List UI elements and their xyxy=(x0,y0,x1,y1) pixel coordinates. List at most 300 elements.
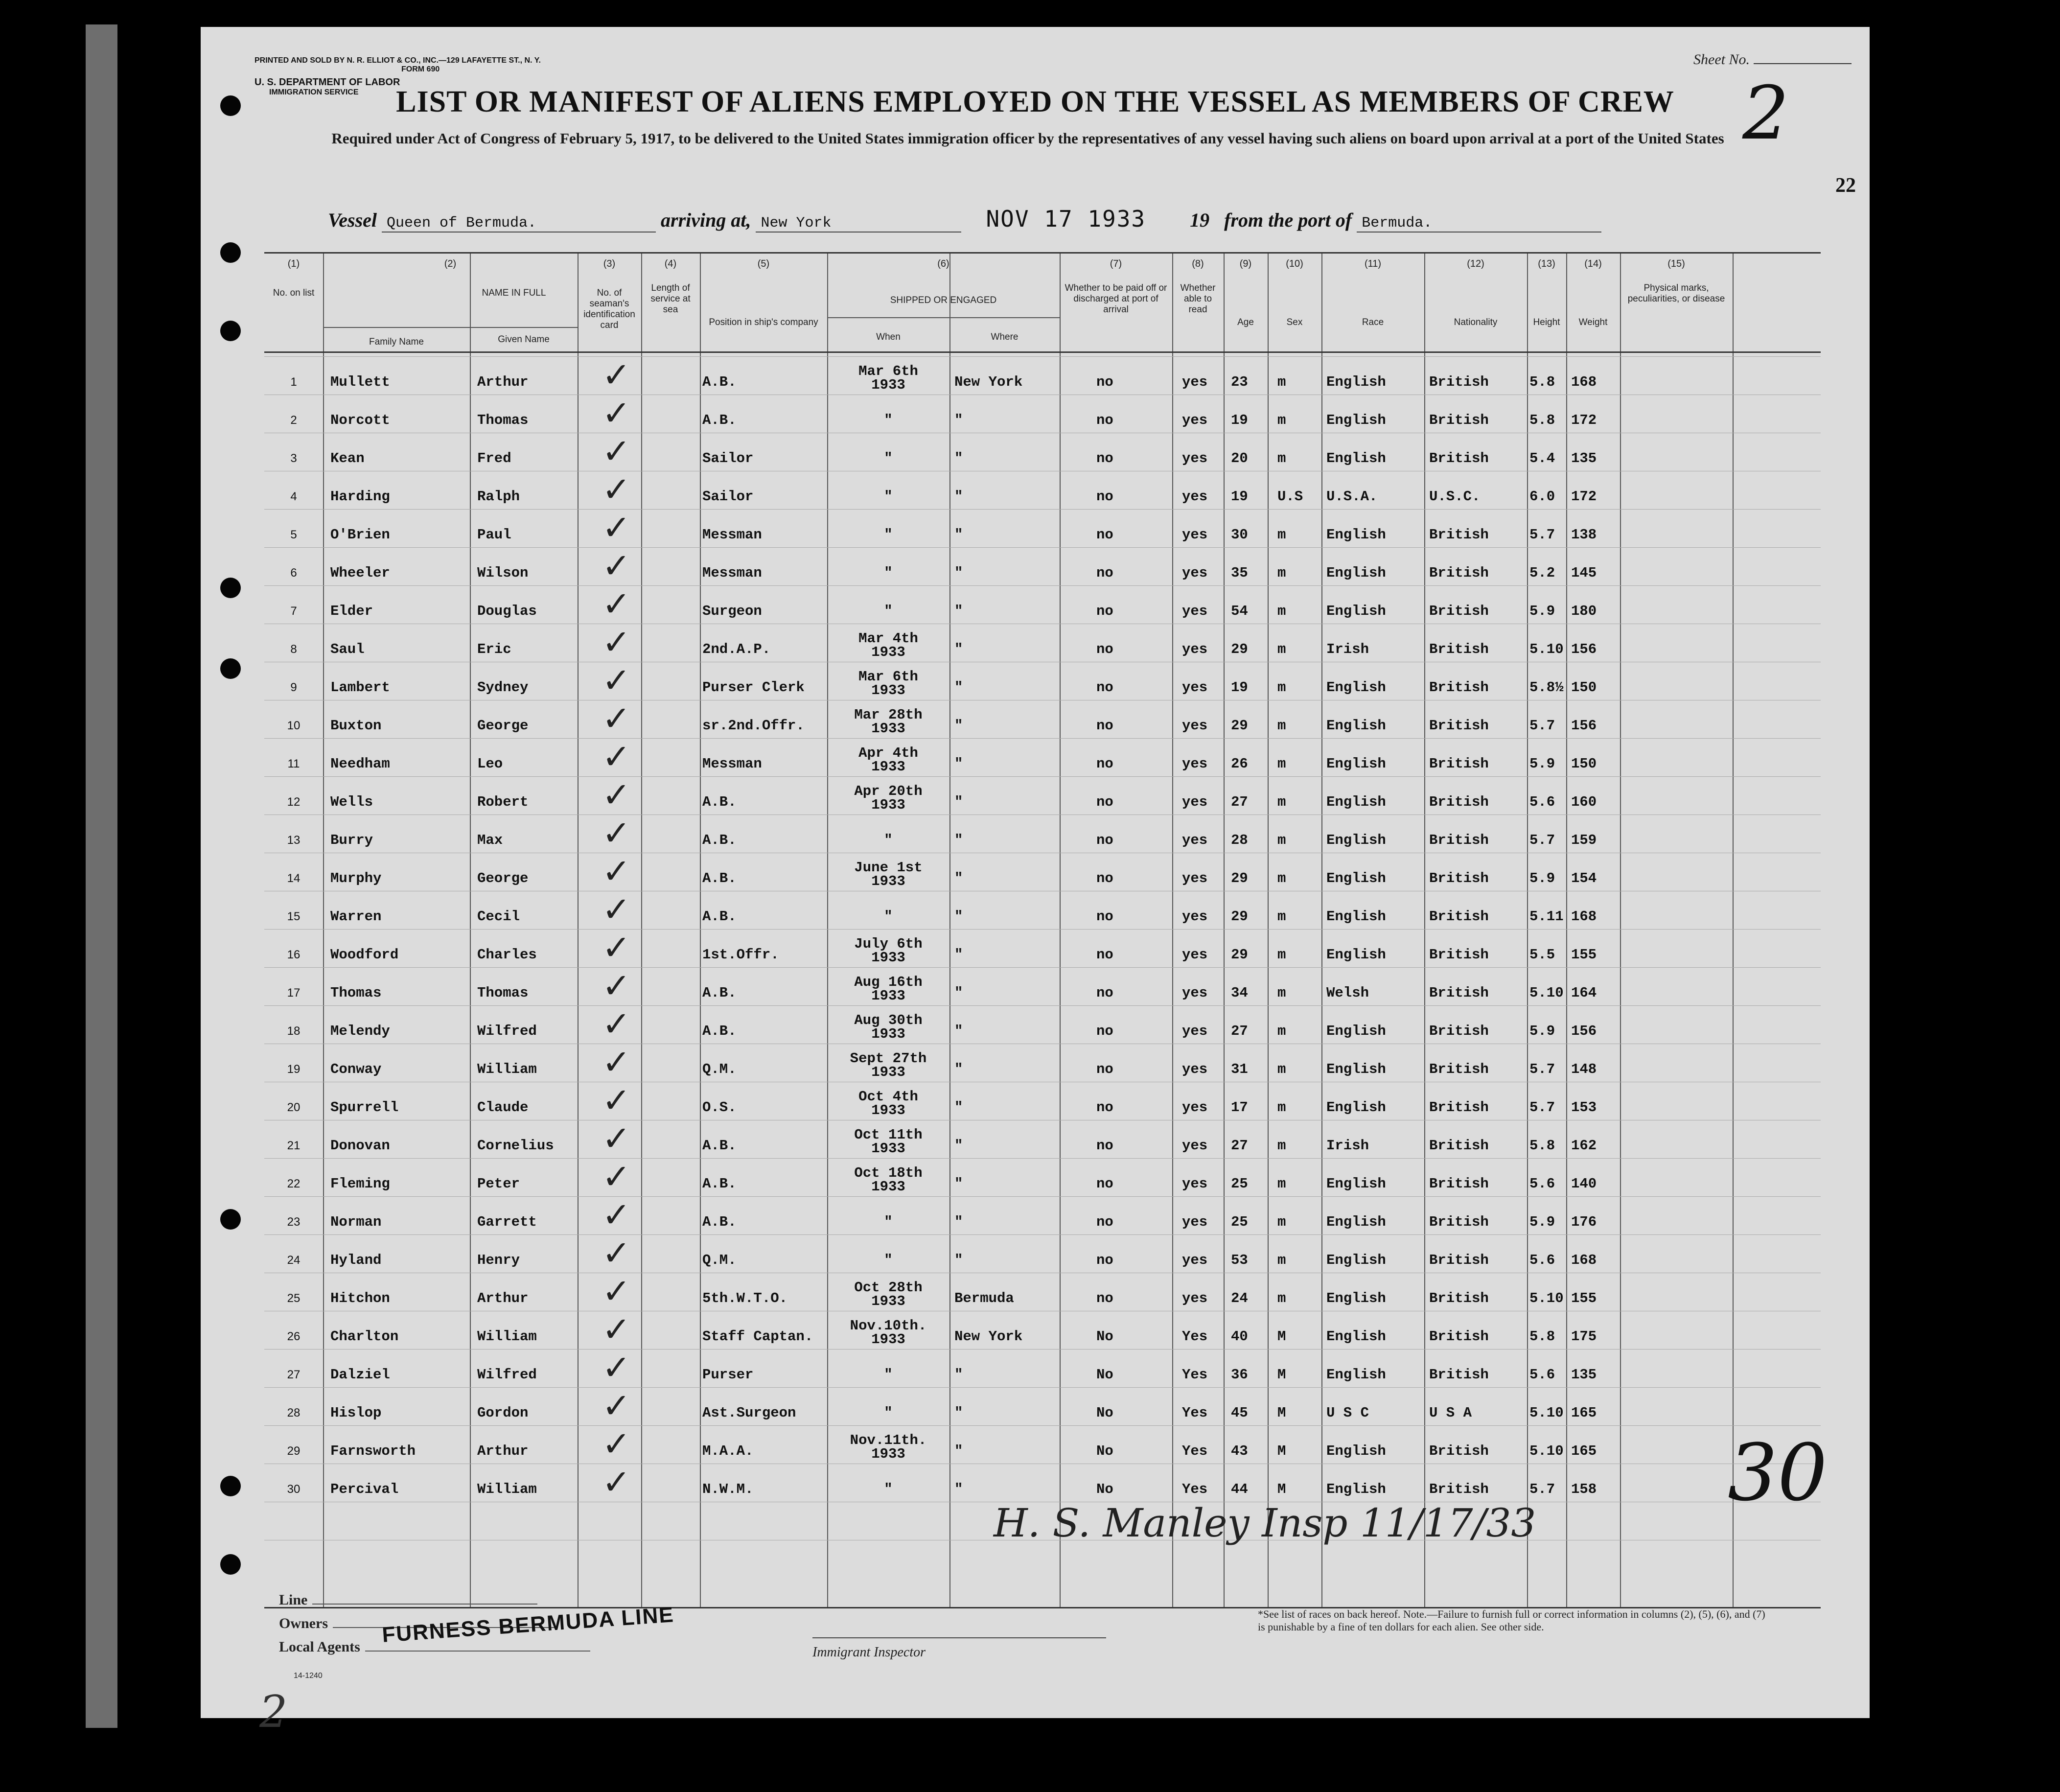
height: 5.8½ xyxy=(1529,679,1564,696)
where-engaged: " xyxy=(954,1176,963,1192)
header-sex: Sex xyxy=(1286,317,1303,327)
age: 36 xyxy=(1231,1367,1248,1383)
sex: m xyxy=(1277,870,1286,886)
position: Sailor xyxy=(702,450,754,466)
check-mark-icon: ✓ xyxy=(602,1424,631,1464)
when-engaged: Oct 28th xyxy=(854,1280,923,1296)
form-code: 14-1240 xyxy=(294,1672,323,1680)
height: 5.7 xyxy=(1529,1061,1555,1077)
able-to-read: yes xyxy=(1182,1061,1208,1077)
sex: M xyxy=(1277,1443,1286,1459)
height: 5.10 xyxy=(1529,1290,1564,1306)
punch-hole xyxy=(220,578,241,598)
position: O.S. xyxy=(702,1099,737,1116)
check-mark-icon: ✓ xyxy=(602,1271,631,1311)
paid-off: no xyxy=(1096,489,1113,505)
position: Surgeon xyxy=(702,603,762,619)
table-row xyxy=(264,851,1821,901)
height: 5.5 xyxy=(1529,947,1555,963)
able-to-read: Yes xyxy=(1182,1405,1208,1421)
weight: 135 xyxy=(1571,1367,1597,1383)
film-edge-strip xyxy=(86,24,117,1728)
family-name: Mullett xyxy=(330,374,390,390)
paid-off: no xyxy=(1096,1176,1113,1192)
race: English xyxy=(1326,1252,1386,1268)
height: 5.6 xyxy=(1529,1252,1555,1268)
nationality: British xyxy=(1429,527,1489,543)
check-mark-icon: ✓ xyxy=(602,1195,631,1235)
position: Ast.Surgeon xyxy=(702,1405,796,1421)
department: U. S. DEPARTMENT OF LABOR xyxy=(255,77,400,88)
age: 29 xyxy=(1231,641,1248,657)
row-number: 19 xyxy=(287,1063,301,1076)
header-when: When xyxy=(876,332,901,342)
page-subtitle: Required under Act of Congress of February 5, 1917, to be delivered to the United States immigration officer by the representatives of any vessel having such aliens on board upon arrival at a port of the United States xyxy=(331,130,1724,147)
weight: 135 xyxy=(1571,450,1597,466)
punch-hole xyxy=(220,1476,241,1496)
row-number: 12 xyxy=(287,795,301,809)
header-given-name: Given Name xyxy=(498,334,550,345)
row-number: 2 xyxy=(290,414,297,427)
when-engaged-year: 1933 xyxy=(871,797,905,813)
header-name-in-full: NAME IN FULL xyxy=(482,288,546,298)
sex: m xyxy=(1277,718,1286,734)
paid-off: no xyxy=(1096,870,1113,886)
age: 28 xyxy=(1231,832,1248,848)
check-mark-icon: ✓ xyxy=(602,660,631,700)
row-number: 15 xyxy=(287,910,301,923)
when-engaged: " xyxy=(884,908,893,925)
column-number: (11) xyxy=(1364,258,1382,269)
given-name: Cecil xyxy=(477,908,520,925)
nationality: British xyxy=(1429,908,1489,925)
age: 19 xyxy=(1231,412,1248,428)
row-rule xyxy=(264,356,1821,357)
able-to-read: yes xyxy=(1182,489,1208,505)
column-number: (10) xyxy=(1286,258,1303,269)
paid-off: no xyxy=(1096,527,1113,543)
position: 5th.W.T.O. xyxy=(702,1290,788,1306)
sheet-number-label: Sheet No. xyxy=(1693,51,1750,68)
weight: 155 xyxy=(1571,947,1597,963)
where-engaged: " xyxy=(954,641,963,657)
page-number: 22 xyxy=(1835,174,1856,197)
given-name: Peter xyxy=(477,1176,520,1192)
row-number: 22 xyxy=(287,1177,301,1190)
family-name: Murphy xyxy=(330,870,382,886)
position: Q.M. xyxy=(702,1061,737,1077)
row-number: 30 xyxy=(287,1483,301,1496)
able-to-read: yes xyxy=(1182,603,1208,619)
paid-off: no xyxy=(1096,679,1113,696)
header-physical: Physical marks, peculiarities, or disease xyxy=(1627,283,1725,304)
race: English xyxy=(1326,1099,1386,1116)
table-row xyxy=(264,469,1821,519)
row-number: 7 xyxy=(290,605,297,618)
when-where-divider xyxy=(949,317,950,351)
where-engaged: " xyxy=(954,1214,963,1230)
crew-table xyxy=(264,252,1821,1608)
punch-hole xyxy=(220,658,241,679)
able-to-read: yes xyxy=(1182,1252,1208,1268)
position: A.B. xyxy=(702,1214,737,1230)
table-row xyxy=(264,1042,1821,1092)
header-position: Position in ship's company xyxy=(709,317,818,327)
sheet-number-line xyxy=(1754,63,1852,64)
when-engaged-year: 1933 xyxy=(871,1293,905,1309)
weight: 153 xyxy=(1571,1099,1597,1116)
paid-off: No xyxy=(1096,1328,1113,1345)
nationality: British xyxy=(1429,1290,1489,1306)
given-name: Wilfred xyxy=(477,1367,537,1383)
row-number: 13 xyxy=(287,834,301,847)
row-number: 6 xyxy=(290,566,297,580)
race: English xyxy=(1326,1367,1386,1383)
sex: m xyxy=(1277,908,1286,925)
sex: m xyxy=(1277,832,1286,848)
given-name: Robert xyxy=(477,794,529,810)
height: 5.6 xyxy=(1529,1367,1555,1383)
sex: m xyxy=(1277,412,1286,428)
when-engaged: Oct 11th xyxy=(854,1127,923,1143)
family-name: Norcott xyxy=(330,412,390,428)
family-name: Hitchon xyxy=(330,1290,390,1306)
position: Messman xyxy=(702,565,762,581)
position: A.B. xyxy=(702,1023,737,1039)
weight: 145 xyxy=(1571,565,1597,581)
where-engaged: " xyxy=(954,870,963,886)
when-engaged-year: 1933 xyxy=(871,1102,905,1118)
sex: m xyxy=(1277,1099,1286,1116)
weight: 154 xyxy=(1571,870,1597,886)
where-engaged: " xyxy=(954,794,963,810)
agents-stamp: FURNESS BERMUDA LINE xyxy=(381,1603,675,1647)
age: 25 xyxy=(1231,1214,1248,1230)
weight: 162 xyxy=(1571,1138,1597,1154)
nationality: British xyxy=(1429,1023,1489,1039)
weight: 168 xyxy=(1571,1252,1597,1268)
sex: M xyxy=(1277,1405,1286,1421)
able-to-read: yes xyxy=(1182,1138,1208,1154)
position: A.B. xyxy=(702,794,737,810)
sex: M xyxy=(1277,1367,1286,1383)
handwritten-page-number: 2 xyxy=(259,1686,288,1738)
check-mark-icon: ✓ xyxy=(602,508,631,548)
position: 2nd.A.P. xyxy=(702,641,771,657)
where-engaged: " xyxy=(954,947,963,963)
age: 29 xyxy=(1231,947,1248,963)
row-number: 17 xyxy=(287,986,301,1000)
arriving-label: arriving at, xyxy=(661,209,751,231)
header-age: Age xyxy=(1237,317,1254,327)
row-number: 10 xyxy=(287,719,301,732)
table-row xyxy=(264,546,1821,595)
race: English xyxy=(1326,1290,1386,1306)
given-name: Claude xyxy=(477,1099,529,1116)
punch-hole xyxy=(220,1209,241,1230)
footer-note: *See list of races on back hereof. Note.—Failure to furnish full or correct information in columns (2), (5), (6), and (7) is punishable by a fine of ten dollars for each alien. See other side. xyxy=(1258,1608,1765,1633)
header-nationality: Nationality xyxy=(1454,317,1498,327)
line-field xyxy=(279,1588,590,1612)
nationality: U.S.C. xyxy=(1429,489,1481,505)
check-mark-icon: ✓ xyxy=(602,546,631,586)
position: Messman xyxy=(702,527,762,543)
age: 23 xyxy=(1231,374,1248,390)
race: English xyxy=(1326,1481,1386,1497)
weight: 168 xyxy=(1571,908,1597,925)
sex: m xyxy=(1277,1252,1286,1268)
paid-off: no xyxy=(1096,832,1113,848)
table-row xyxy=(264,1004,1821,1053)
race: U S C xyxy=(1326,1405,1369,1421)
when-engaged: Aug 16th xyxy=(854,974,923,990)
position: A.B. xyxy=(702,832,737,848)
check-mark-icon: ✓ xyxy=(602,622,631,662)
page-title: LIST OR MANIFEST OF ALIENS EMPLOYED ON THE VESSEL AS MEMBERS OF CREW xyxy=(396,85,1674,118)
paid-off: no xyxy=(1096,1214,1113,1230)
position: Messman xyxy=(702,756,762,772)
row-number: 14 xyxy=(287,872,301,885)
inspector-signature-line xyxy=(812,1637,1106,1638)
height: 5.8 xyxy=(1529,1328,1555,1345)
table-row xyxy=(264,698,1821,748)
row-number: 9 xyxy=(290,681,297,694)
given-name: Thomas xyxy=(477,985,529,1001)
when-engaged: Mar 28th xyxy=(854,707,923,723)
where-engaged: " xyxy=(954,985,963,1001)
age: 27 xyxy=(1231,794,1248,810)
nationality: British xyxy=(1429,1138,1489,1154)
check-mark-icon: ✓ xyxy=(602,355,631,395)
family-name: Spurrell xyxy=(330,1099,399,1116)
weight: 176 xyxy=(1571,1214,1597,1230)
nationality: British xyxy=(1429,641,1489,657)
height: 5.10 xyxy=(1529,641,1564,657)
weight: 172 xyxy=(1571,489,1597,505)
given-name: Wilfred xyxy=(477,1023,537,1039)
when-engaged-year: 1933 xyxy=(871,682,905,698)
given-name: Thomas xyxy=(477,412,529,428)
able-to-read: yes xyxy=(1182,1099,1208,1116)
header-paid-off: Whether to be paid off or discharged at port of arrival xyxy=(1065,283,1167,315)
when-engaged: Nov.11th. xyxy=(850,1432,927,1448)
race: English xyxy=(1326,1176,1386,1192)
nationality: British xyxy=(1429,374,1489,390)
given-name: Douglas xyxy=(477,603,537,619)
weight: 165 xyxy=(1571,1405,1597,1421)
weight: 164 xyxy=(1571,985,1597,1001)
given-name: George xyxy=(477,718,529,734)
table-row xyxy=(264,1157,1821,1206)
paid-off: no xyxy=(1096,756,1113,772)
family-name: Saul xyxy=(330,641,365,657)
check-mark-icon: ✓ xyxy=(602,1042,631,1082)
column-number: (4) xyxy=(664,258,677,269)
able-to-read: Yes xyxy=(1182,1367,1208,1383)
when-engaged: " xyxy=(884,1367,893,1383)
sex: M xyxy=(1277,1328,1286,1345)
race: English xyxy=(1326,947,1386,963)
given-name: Arthur xyxy=(477,374,529,390)
given-name: Sydney xyxy=(477,679,529,696)
family-name: O'Brien xyxy=(330,527,390,543)
able-to-read: yes xyxy=(1182,794,1208,810)
paid-off: no xyxy=(1096,985,1113,1001)
row-number: 26 xyxy=(287,1330,301,1343)
row-number: 16 xyxy=(287,948,301,961)
header-no-on-list: No. on list xyxy=(273,288,315,298)
able-to-read: yes xyxy=(1182,832,1208,848)
service: IMMIGRATION SERVICE xyxy=(269,88,359,96)
given-name: Fred xyxy=(477,450,511,466)
position: Purser xyxy=(702,1367,754,1383)
height: 5.9 xyxy=(1529,603,1555,619)
family-name: Wheeler xyxy=(330,565,390,581)
race: U.S.A. xyxy=(1326,489,1378,505)
nationality: British xyxy=(1429,412,1489,428)
age: 45 xyxy=(1231,1405,1248,1421)
sex: m xyxy=(1277,947,1286,963)
position: sr.2nd.Offr. xyxy=(702,718,805,734)
paid-off: no xyxy=(1096,947,1113,963)
able-to-read: yes xyxy=(1182,1023,1208,1039)
nationality: British xyxy=(1429,794,1489,810)
race: Irish xyxy=(1326,641,1369,657)
table-row xyxy=(264,737,1821,786)
when-engaged-year: 1933 xyxy=(871,721,905,737)
race: English xyxy=(1326,908,1386,925)
height: 5.10 xyxy=(1529,985,1564,1001)
nationality: British xyxy=(1429,1176,1489,1192)
age: 53 xyxy=(1231,1252,1248,1268)
row-number: 1 xyxy=(290,375,297,389)
nationality: British xyxy=(1429,870,1489,886)
position: A.B. xyxy=(702,870,737,886)
family-name: Kean xyxy=(330,450,365,466)
paid-off: no xyxy=(1096,1099,1113,1116)
check-mark-icon: ✓ xyxy=(602,1386,631,1426)
race: English xyxy=(1326,565,1386,581)
row-number: 8 xyxy=(290,643,297,656)
sex: m xyxy=(1277,565,1286,581)
given-name: William xyxy=(477,1481,537,1497)
nationality: British xyxy=(1429,1328,1489,1345)
where-engaged: New York xyxy=(954,374,1023,390)
family-name: Hislop xyxy=(330,1405,382,1421)
column-number: (1) xyxy=(287,258,300,269)
nationality: British xyxy=(1429,1367,1489,1383)
where-engaged: " xyxy=(954,1023,963,1039)
column-number: (12) xyxy=(1467,258,1484,269)
weight: 168 xyxy=(1571,374,1597,390)
able-to-read: yes xyxy=(1182,641,1208,657)
table-row xyxy=(264,508,1821,557)
row-number: 21 xyxy=(287,1139,301,1152)
check-mark-icon: ✓ xyxy=(602,966,631,1006)
printer-line: PRINTED AND SOLD BY N. R. ELLIOT & CO., INC.—129 LAFAYETTE ST., N. Y. xyxy=(255,56,541,65)
given-name: Garrett xyxy=(477,1214,537,1230)
where-engaged: " xyxy=(954,1481,963,1497)
race: English xyxy=(1326,1443,1386,1459)
family-name: Warren xyxy=(330,908,382,925)
nationality: British xyxy=(1429,947,1489,963)
where-engaged: " xyxy=(954,412,963,428)
sex: m xyxy=(1277,1176,1286,1192)
position: A.B. xyxy=(702,1138,737,1154)
able-to-read: yes xyxy=(1182,412,1208,428)
race: English xyxy=(1326,412,1386,428)
able-to-read: yes xyxy=(1182,374,1208,390)
shipped-subheader-rule xyxy=(827,317,1060,318)
sex: U.S xyxy=(1277,489,1303,505)
when-engaged: Oct 18th xyxy=(854,1165,923,1181)
where-engaged: Bermuda xyxy=(954,1290,1014,1306)
table-row xyxy=(264,775,1821,824)
given-name: Max xyxy=(477,832,503,848)
nationality: British xyxy=(1429,985,1489,1001)
table-row xyxy=(264,431,1821,481)
when-engaged: " xyxy=(884,1481,893,1497)
weight: 156 xyxy=(1571,718,1597,734)
check-mark-icon: ✓ xyxy=(602,469,631,510)
nationality: British xyxy=(1429,1099,1489,1116)
nationality: British xyxy=(1429,756,1489,772)
height: 5.7 xyxy=(1529,527,1555,543)
when-engaged: " xyxy=(884,489,893,505)
arriving-port: New York xyxy=(756,215,961,233)
able-to-read: yes xyxy=(1182,908,1208,925)
sex: m xyxy=(1277,374,1286,390)
punch-hole xyxy=(220,1554,241,1575)
given-name: Arthur xyxy=(477,1290,529,1306)
nationality: British xyxy=(1429,718,1489,734)
sex: m xyxy=(1277,1061,1286,1077)
where-engaged: " xyxy=(954,832,963,848)
row-number: 5 xyxy=(290,528,297,541)
check-mark-icon: ✓ xyxy=(602,698,631,739)
check-mark-icon: ✓ xyxy=(602,928,631,968)
able-to-read: Yes xyxy=(1182,1328,1208,1345)
year-label: 19 xyxy=(1190,209,1210,231)
vessel-name: Queen of Bermuda. xyxy=(382,215,656,233)
position: A.B. xyxy=(702,412,737,428)
race: English xyxy=(1326,527,1386,543)
age: 40 xyxy=(1231,1328,1248,1345)
table-row xyxy=(264,1309,1821,1359)
family-name: Donovan xyxy=(330,1138,390,1154)
family-name: Elder xyxy=(330,603,373,619)
race: English xyxy=(1326,450,1386,466)
column-number: (6) xyxy=(937,258,949,269)
from-port: Bermuda. xyxy=(1357,215,1601,233)
header-id-card: No. of seaman's identification card xyxy=(583,288,635,330)
sex: m xyxy=(1277,794,1286,810)
header-read: Whether able to read xyxy=(1180,283,1216,315)
table-row xyxy=(264,1118,1821,1168)
height: 5.11 xyxy=(1529,908,1564,925)
able-to-read: yes xyxy=(1182,718,1208,734)
family-name: Dalziel xyxy=(330,1367,390,1383)
check-mark-icon: ✓ xyxy=(602,1348,631,1388)
table-row xyxy=(264,355,1821,404)
given-name: Eric xyxy=(477,641,511,657)
nationality: British xyxy=(1429,1252,1489,1268)
row-number: 3 xyxy=(290,452,297,465)
race: English xyxy=(1326,603,1386,619)
where-engaged: " xyxy=(954,565,963,581)
check-mark-icon: ✓ xyxy=(602,737,631,777)
table-row xyxy=(264,393,1821,442)
